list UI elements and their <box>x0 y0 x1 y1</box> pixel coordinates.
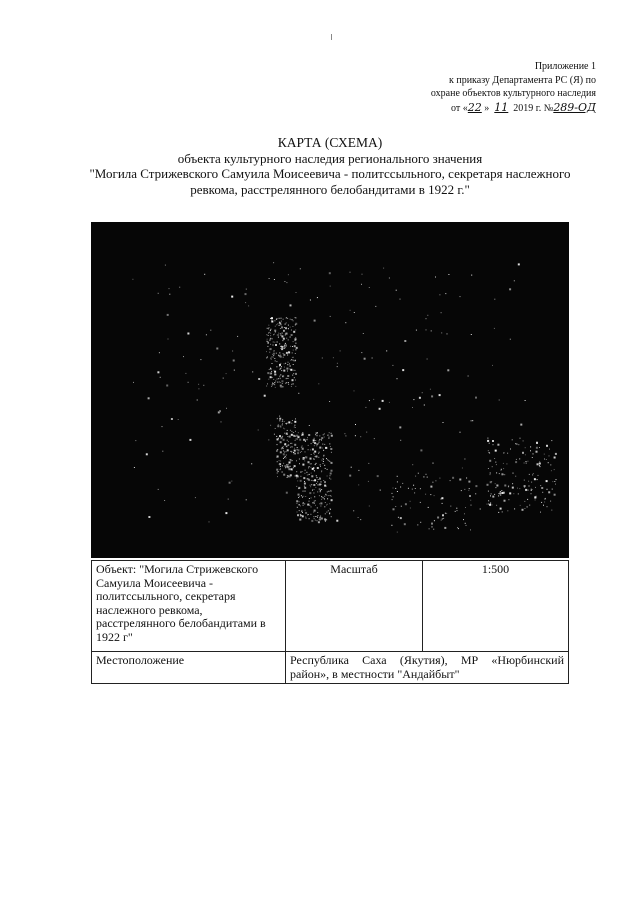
date-year: 2019 г. № <box>513 102 554 114</box>
object-name-line-2: ревкома, расстрелянного белобандитами в 1922 г." <box>190 181 470 197</box>
map-photo <box>91 222 569 558</box>
date-month: 11 <box>494 100 509 114</box>
date-mid: » <box>484 102 490 114</box>
location-value-cell: Республика Саха (Якутия), МР «Нюрбинский район», в местности "Андайбыт" <box>286 652 569 684</box>
appendix-line-2: к приказу Департамента РС (Я) по <box>448 74 596 86</box>
scale-label-cell: Масштаб <box>286 561 423 652</box>
object-name-line-1: "Могила Стрижевского Самуила Моисеевича - политссыльного, секретаря наслежного <box>89 166 571 181</box>
scan-mark <box>331 34 332 40</box>
scale-value-cell: 1:500 <box>423 561 569 652</box>
table-row <box>92 561 569 652</box>
appendix-block <box>336 60 596 115</box>
order-number: 289-ОД <box>553 100 596 114</box>
title-block <box>60 135 600 197</box>
page-subtitle: объекта культурного наследия регионального значения <box>177 150 483 166</box>
appendix-line-1: Приложение 1 <box>534 61 596 72</box>
date-prefix: от « <box>451 102 468 114</box>
appendix-line-3: охране объектов культурного наследия <box>430 88 596 99</box>
date-day: 22 <box>467 100 482 114</box>
appendix-date-line <box>336 101 596 116</box>
object-cell: Объект: "Могила Стрижевского Самуила Моисеевича - политссыльного, секретаря наслежного ревкома, расстрелянного белобандитами в 1922 г" <box>92 561 286 652</box>
table-row <box>92 652 569 684</box>
info-table <box>91 560 569 684</box>
location-label-cell: Местоположение <box>92 652 286 684</box>
page-title: КАРТА (СХЕМА) <box>277 135 383 150</box>
